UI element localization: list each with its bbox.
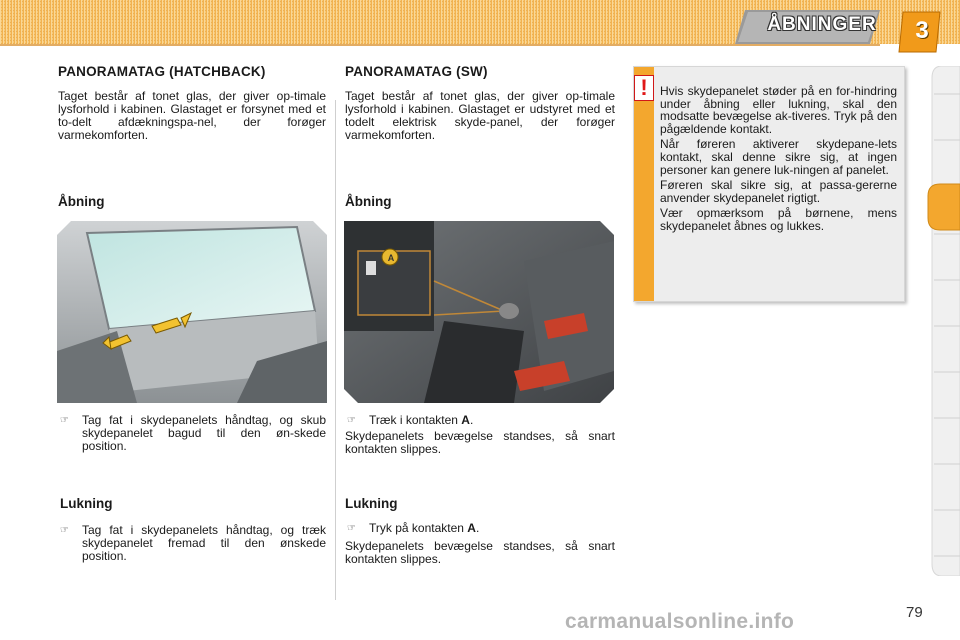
warning-paragraph: Hvis skydepanelet støder på en for-hindring under åbning eller lukning, skal den modsatte bevægelse ak-tiveres. Tryk på den pågældende kontakt. <box>660 84 897 136</box>
warning-paragraph: Vær opmærksom på børnene, mens skydepanelet åbnes og lukkes. <box>660 206 897 233</box>
opening-step-hatchback <box>58 414 326 453</box>
key-a: A <box>461 413 470 427</box>
opening-heading-sw: Åbning <box>345 194 392 209</box>
watermark: carmanualsonline.info <box>565 610 795 633</box>
column-divider <box>335 100 336 600</box>
chapter-tab-strip <box>926 66 960 576</box>
warning-strip <box>634 67 654 301</box>
closing-step-text: Tag fat i skydepanelets håndtag, og træk skydepanelet fremad til den ønskede position. <box>82 523 326 563</box>
bullet-arrow-icon: ☞ <box>60 525 69 536</box>
chapter-title: ÅBNINGER <box>767 14 877 35</box>
opening-note-sw: Skydepanelets bevægelse standses, så snart kontakten slippes. <box>345 429 615 456</box>
page-number: 79 <box>906 604 923 621</box>
chapter-number-badge: 3 <box>915 17 929 44</box>
section-title-hatchback: PANORAMATAG (HATCHBACK) <box>58 64 266 79</box>
section-title-sw: PANORAMATAG (SW) <box>345 64 488 79</box>
opening-step-text: Tag fat i skydepanelets håndtag, og skub skydepanelet bagud til den øn-skede position. <box>82 413 326 453</box>
closing-note-sw: Skydepanelets bevægelse standses, så snart kontakten slippes. <box>345 539 615 566</box>
opening-step-sw: ☞ Træk i kontakten A. <box>347 413 474 427</box>
warning-box <box>633 66 905 302</box>
opening-heading-hatchback: Åbning <box>58 194 105 209</box>
opening-step-text: Træk i kontakten <box>369 413 462 427</box>
key-a: A <box>467 521 476 535</box>
closing-heading-hatchback: Lukning <box>60 496 113 511</box>
bullet-arrow-icon: ☞ <box>347 523 356 534</box>
roof-switch-photo <box>344 221 614 403</box>
warning-exclamation-icon: ! <box>634 75 654 101</box>
photo-label-a: A <box>387 253 395 263</box>
warning-paragraph: Føreren skal sikre sig, at passa-gererne anvender skydepanelet rigtigt. <box>660 178 897 205</box>
closing-step-hatchback <box>58 524 326 563</box>
warning-text <box>660 85 897 236</box>
warning-paragraph: Når føreren aktiverer skydepane-lets kontakt, skal denne sikre sig, at ingen personer kan genere luk-ningen af panelet. <box>660 137 897 177</box>
bullet-arrow-icon: ☞ <box>60 415 69 426</box>
closing-step-text: Tryk på kontakten <box>369 521 468 535</box>
bullet-arrow-icon: ☞ <box>347 415 356 426</box>
closing-heading-sw: Lukning <box>345 496 398 511</box>
intro-text-hatchback: Taget består af tonet glas, der giver op-timale lysforhold i kabinen. Glastaget er forsynet med et to-delt afdækningspa-nel, der forøger varmekomforten. <box>58 89 326 142</box>
intro-text-sw: Taget består af tonet glas, der giver op-timale lysforhold i kabinen. Glastaget er udstyret med et todelt elektrisk skyde-panel, der forøger varmekomforten. <box>345 89 615 142</box>
closing-step-sw: ☞ Tryk på kontakten A. <box>347 521 480 535</box>
sunroof-interior-photo <box>57 221 327 403</box>
